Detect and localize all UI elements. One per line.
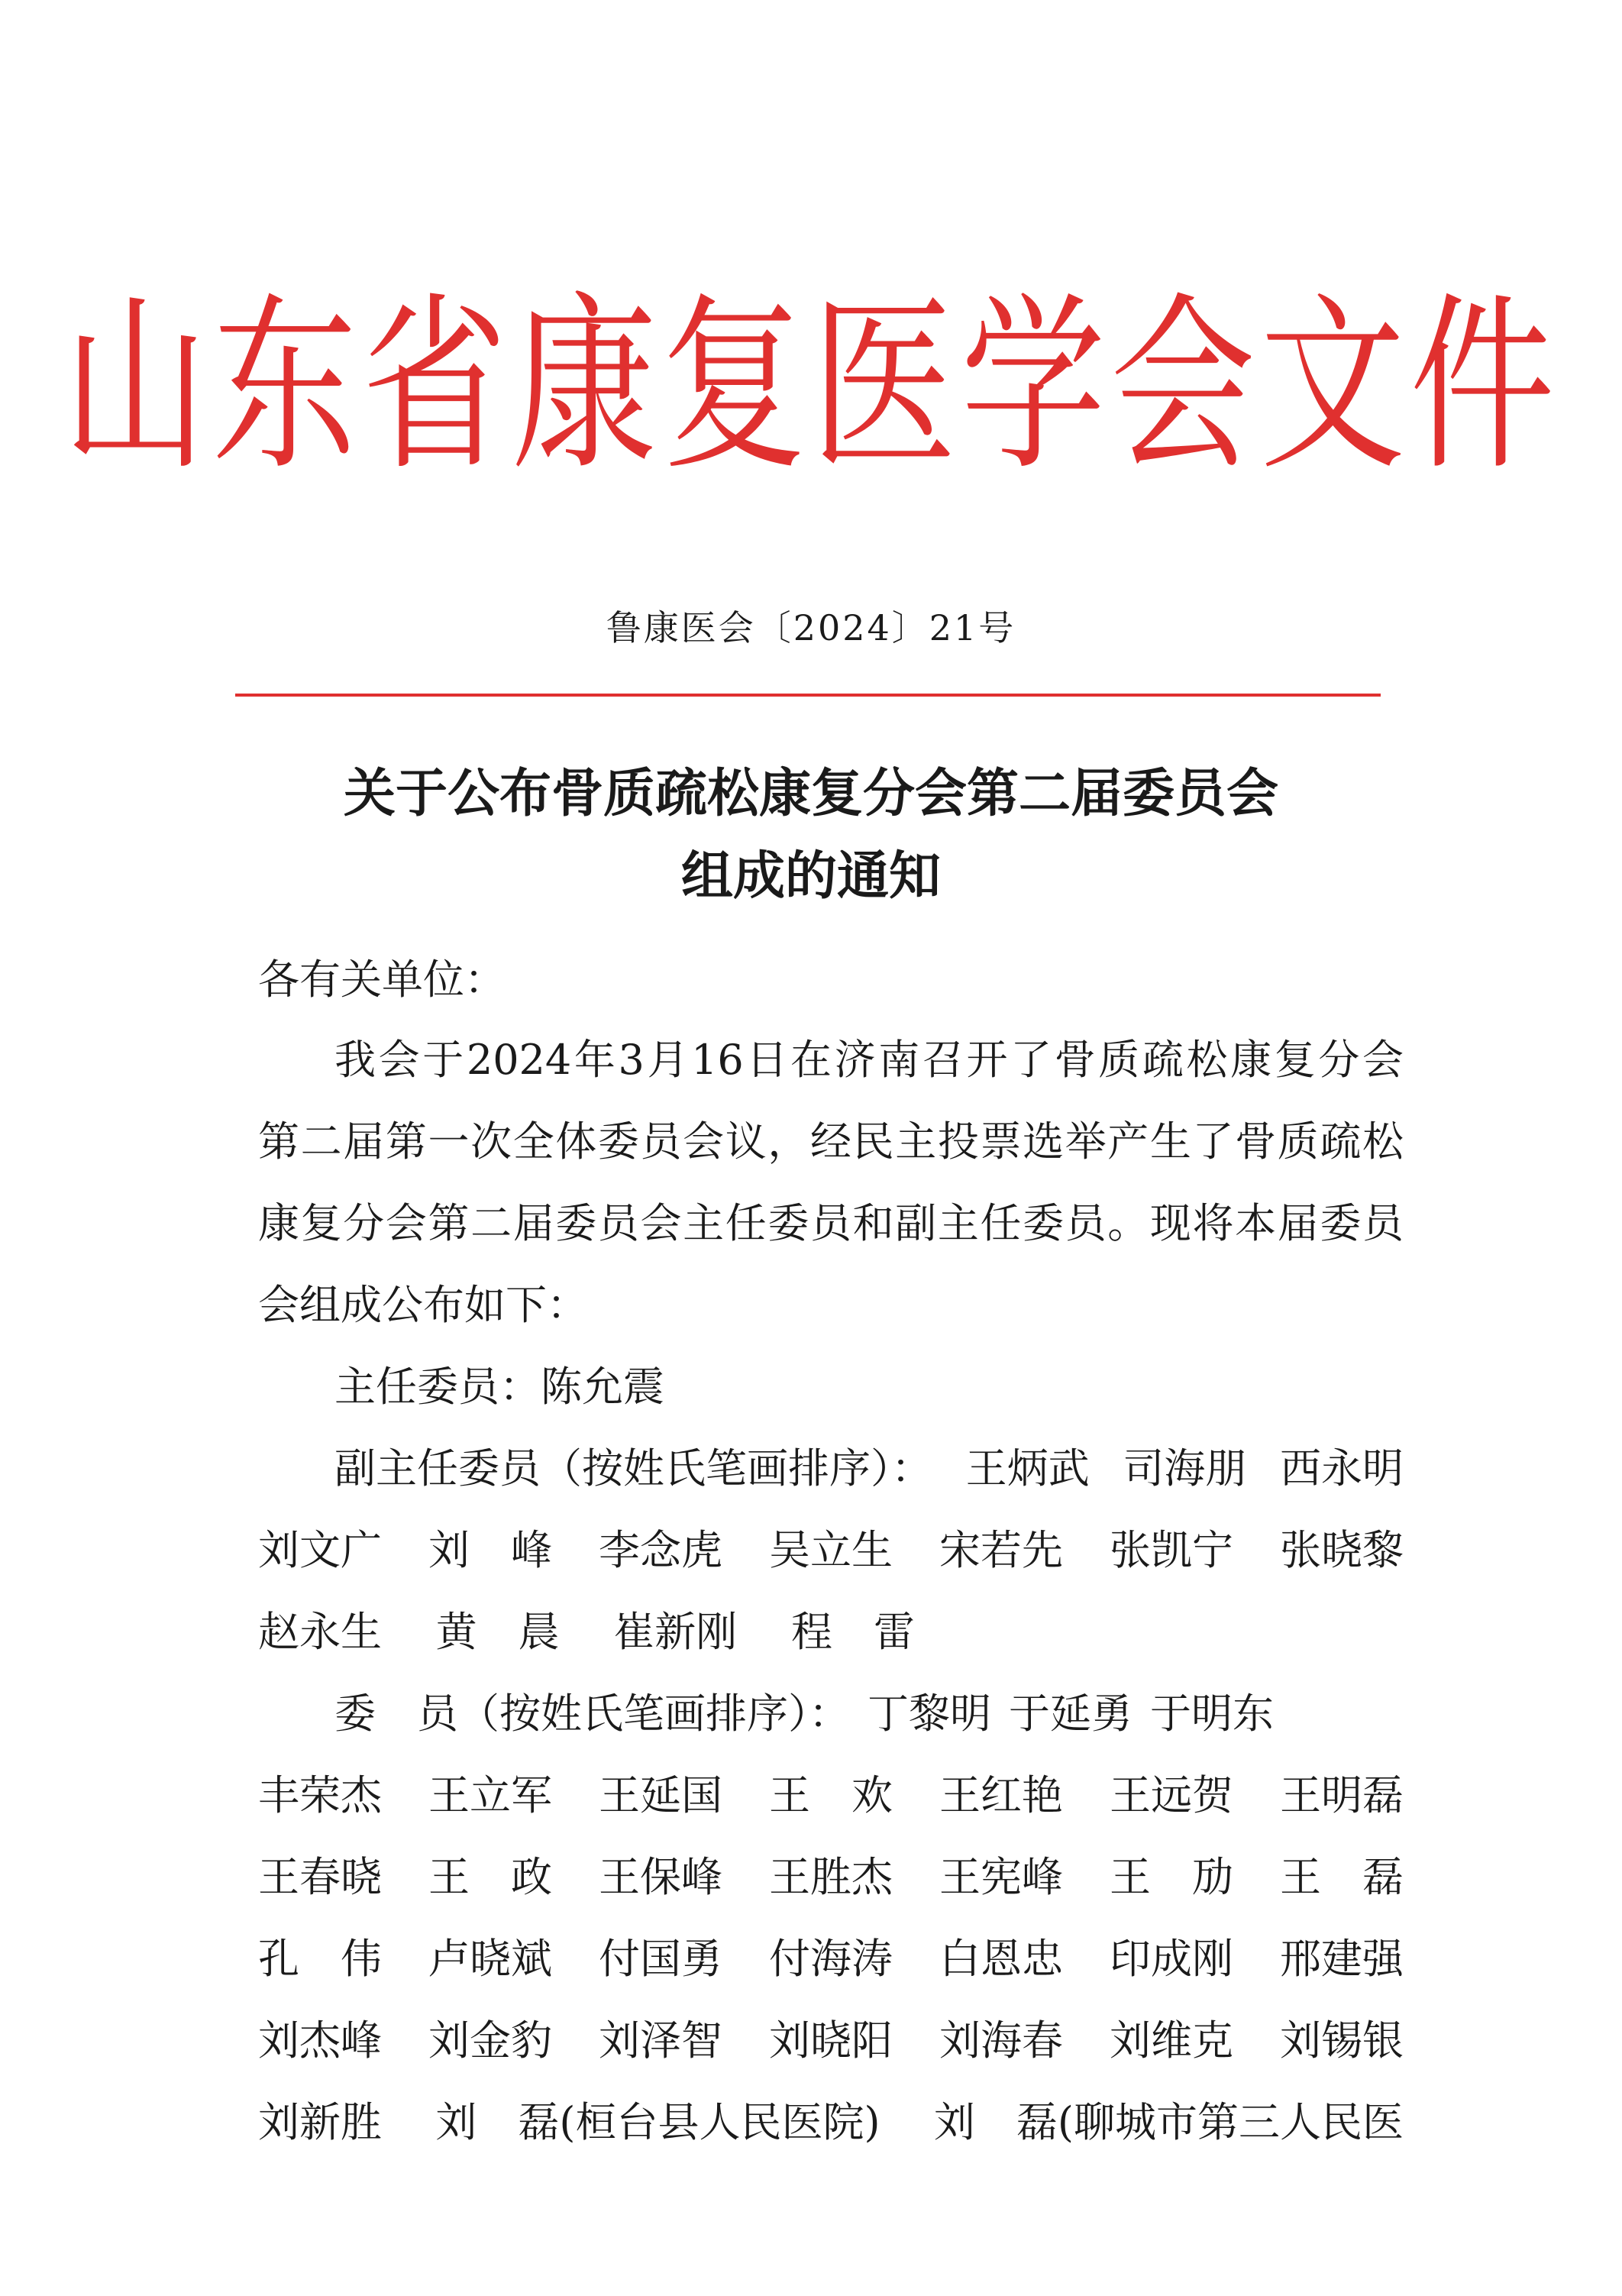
notice-title-line-2: 组成的通知	[680, 846, 941, 907]
member-name: 刘杰峰	[258, 2016, 382, 2065]
vice-chair-name: 张凯宁	[1110, 1526, 1233, 1574]
vice-chair-name: 宋若先	[939, 1526, 1063, 1574]
red-separator-line	[235, 694, 1381, 697]
vice-chair-name: 黄 晨	[435, 1608, 560, 1656]
member-name: 刘泽智	[599, 2016, 722, 2065]
member-name-with-hospital: 刘 磊(聊城市第三人民医	[933, 2098, 1404, 2146]
member-name: 刘金豹	[428, 2016, 552, 2065]
paragraph-line: 第二届第一次全体委员会议，经民主投票选举产生了骨质疏松	[258, 1117, 1404, 1166]
member-name: 于明东	[1150, 1690, 1274, 1738]
vice-chair-name: 司海朋	[1123, 1444, 1247, 1492]
member-name: 王延国	[599, 1771, 722, 1819]
member-row	[258, 1926, 1404, 1985]
member-row	[258, 2008, 1404, 2067]
member-name: 王明磊	[1280, 1771, 1404, 1819]
member-first-line	[258, 1681, 1274, 1740]
member-name: 王 劢	[1110, 1853, 1233, 1901]
member-name: 王 欢	[769, 1771, 893, 1819]
paragraph-line: 我会于2024年3月16日在济南召开了骨质疏松康复分会	[334, 1036, 1404, 1084]
member-name: 丁黎明	[868, 1690, 991, 1738]
member-name: 付海涛	[769, 1935, 893, 1983]
member-name: 王 政	[428, 1853, 552, 1901]
document-header-title: 山东省康复医学会文件	[62, 276, 1559, 496]
document-number: 鲁康医会〔2024〕21号	[606, 607, 1016, 648]
member-name: 于延勇	[1009, 1690, 1132, 1738]
vice-chair-name: 程 雷	[790, 1608, 915, 1656]
member-name: 丰荣杰	[258, 1771, 382, 1819]
paragraph-line: 会组成公布如下：	[258, 1281, 588, 1329]
member-name: 王胜杰	[769, 1853, 893, 1901]
member-name: 卢晓斌	[428, 1935, 552, 1983]
chair-member-line: 主任委员：陈允震	[334, 1363, 664, 1411]
notice-title-line-1: 关于公布骨质疏松康复分会第二届委员会	[343, 763, 1278, 824]
vice-chair-name: 刘 峰	[428, 1526, 552, 1574]
notice-title	[0, 752, 1622, 917]
member-name: 刘晓阳	[769, 2016, 893, 2065]
member-name: 印成刚	[1110, 1935, 1233, 1983]
vice-chair-intro: 副主任委员（按姓氏笔画排序）：	[334, 1444, 932, 1492]
vice-chair-name: 刘文广	[258, 1526, 382, 1574]
member-name: 刘海春	[939, 2016, 1063, 2065]
salutation: 各有关单位：	[258, 956, 506, 1004]
member-name: 刘锡银	[1280, 2016, 1404, 2065]
member-name: 刘维克	[1110, 2016, 1233, 2065]
member-name: 王保峰	[599, 1853, 722, 1901]
member-row-last	[258, 2090, 1404, 2149]
member-name: 刘新胜	[258, 2098, 382, 2146]
member-name: 白恩忠	[939, 1935, 1063, 1983]
vice-chair-row	[258, 1599, 915, 1658]
member-intro: 委 员（按姓氏笔画排序）：	[334, 1690, 850, 1738]
member-name: 王春晓	[258, 1853, 382, 1901]
vice-chair-row	[258, 1518, 1404, 1576]
member-name: 王红艳	[939, 1771, 1063, 1819]
vice-chair-name: 王炳武	[965, 1444, 1090, 1492]
member-name: 付国勇	[599, 1935, 722, 1983]
member-name-with-hospital: 刘 磊(桓台县人民医院)	[435, 2098, 880, 2146]
member-name: 邢建强	[1280, 1935, 1404, 1983]
member-row	[258, 1845, 1404, 1903]
vice-chair-name: 崔新刚	[613, 1608, 738, 1656]
member-name: 王远贺	[1110, 1771, 1233, 1819]
vice-chair-name: 张晓黎	[1280, 1526, 1404, 1574]
vice-chair-name: 李念虎	[599, 1526, 722, 1574]
member-name: 王宪峰	[939, 1853, 1063, 1901]
vice-chair-name: 赵永生	[258, 1608, 382, 1656]
member-name: 王 磊	[1280, 1853, 1404, 1901]
vice-chair-name: 吴立生	[769, 1526, 893, 1574]
vice-chair-first-line	[258, 1436, 1404, 1495]
vice-chair-name: 西永明	[1279, 1444, 1404, 1492]
member-name: 孔 伟	[258, 1935, 382, 1983]
member-row	[258, 1763, 1404, 1822]
paragraph-line: 康复分会第二届委员会主任委员和副主任委员。现将本届委员	[258, 1199, 1404, 1247]
member-name: 王立军	[428, 1771, 552, 1819]
